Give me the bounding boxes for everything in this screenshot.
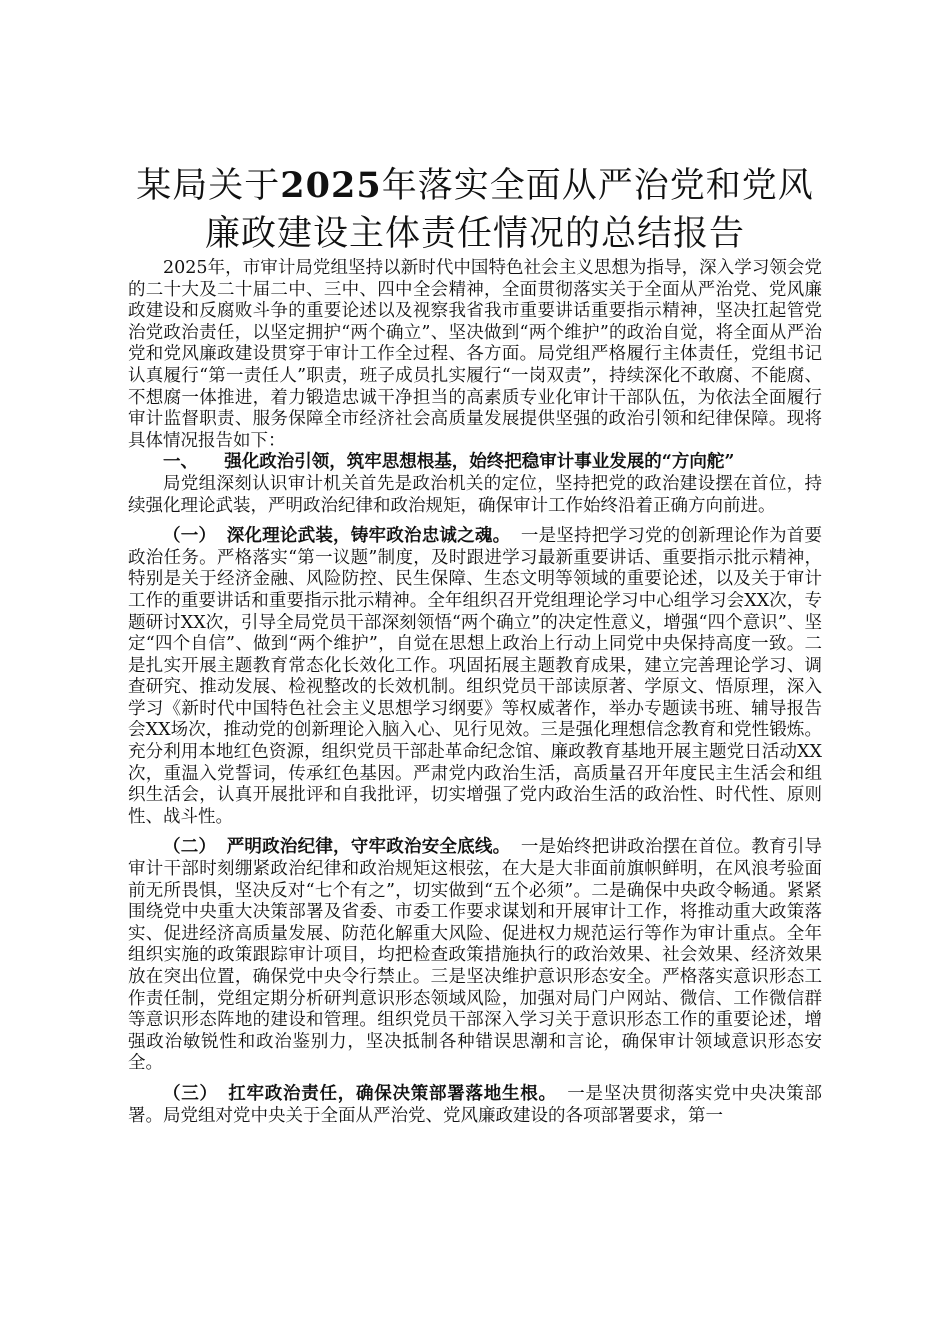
subsection-1-number: （一） (163, 526, 217, 547)
subsection-3-title: 扛牢政治责任，确保决策部署落地生根。 (228, 1083, 557, 1104)
section1-heading (128, 452, 822, 474)
title-part1: 某局关于 (136, 166, 281, 206)
subsection-3 (128, 1084, 822, 1127)
intro-paragraph: 2025年，市审计局党组坚持以新时代中国特色社会主义思想为指导，深入学习领会党的二十大及二十届二中、三中、四中全会精神，全面贯彻落实关于全面从严治党、党风廉政建设和反腐败斗争的重要论述以及视察我省我市重要讲话重要指示精神，坚决扛起管党治党政治责任，以坚定拥护“两个确立”、坚决做到“两个维护”的政治自觉，将全面从严治党和党风廉政建设贯穿于审计工作全过程、各方面。局党组严格履行主体责任，党组书记认真履行“第一责任人”职责，班子成员扎实履行“一岗双责”，持续深化不敢腐、不能腐、不想腐一体推进，着力锻造忠诚干净担当的高素质专业化审计干部队伍，为依法全面履行审计监督职责、服务保障全市经济社会高质量发展提供坚强的政治引领和纪律保障。现将具体情况报告如下： (128, 258, 822, 451)
subsection-1-heading (163, 526, 521, 546)
subsection-2-body: 一是始终把讲政治摆在首位。教育引导审计干部时刻绷紧政治纪律和政治规矩这根弦，在大是大非面前旗帜鲜明，在风浪考验面前无所畏惧，坚决反对“七个有之”，切实做到“五个必须”。二是确保中央政令畅通。紧紧围绕党中央重大决策部署及省委、市委工作要求谋划和开展审计工作，将推动重大政策落实、促进经济高质量发展、防范化解重大风险、促进权力规范运行等作为审计重点。全年组织实施的政策跟踪审计项目，均把检查政策措施执行的政治效果、社会效果、经济效果放在突出位置，确保党中央令行禁止。三是坚决维护意识形态安全。严格落实意识形态工作责任制，党组定期分析研判意识形态领域风险，加强对局门户网站、微信、工作微信群等意识形态阵地的建设和管理。组织党员干部深入学习关于意识形态工作的重要论述，增强政治敏锐性和政治鉴别力，坚决抵制各种错误思潮和言论，确保审计领域意识形态安全。 (128, 837, 822, 1074)
subsection-1 (128, 526, 822, 828)
section1-lead: 局党组深刻认识审计机关首先是政治机关的定位，坚持把党的政治建设摆在首位，持续强化理论武装，严明政治纪律和政治规矩，确保审计工作始终沿着正确方向前进。 (128, 473, 822, 516)
document-page (128, 162, 822, 1127)
subsection-2-heading (163, 837, 521, 857)
subsection-2 (128, 837, 822, 1075)
title-year: 2025 (280, 165, 382, 206)
subsection-3-heading (163, 1084, 567, 1104)
section1-title: 强化政治引领，筑牢思想根基，始终把稳审计事业发展的“方向舵” (224, 452, 735, 473)
document-title (128, 162, 822, 258)
subsection-2-title: 严明政治纪律，守牢政治安全底线。 (226, 837, 511, 858)
subsection-3-number: （三） (163, 1083, 218, 1104)
section1-number: 一、 (163, 452, 198, 473)
subsection-3-body: 一是坚决贯彻落实党中央决策部署。局党组对党中央关于全面从严治党、党风廉政建设的各项部署要求，第一 (128, 1083, 822, 1126)
subsection-2-number: （二） (163, 837, 217, 858)
subsection-1-body: 一是坚持把学习党的创新理论作为首要政治任务。严格落实“第一议题”制度，及时跟进学习最新重要讲话、重要指示批示精神，特别是关于经济金融、风险防控、民生保障、生态文明等领域的重要论述，以及关于审计工作的重要讲话和重要指示批示精神。全年组织召开党组理论学习中心组学习会XX次，专题研讨XX次，引导全局党员干部深刻领悟“两个确立”的决定性意义，增强“四个意识”、坚定“四个自信”、做到“两个维护”，自觉在思想上政治上行动上同党中央保持高度一致。二是扎实开展主题教育常态化长效化工作。巩固拓展主题教育成果，建立完善理论学习、调查研究、推动发展、检视整改的长效机制。组织党员干部读原著、学原文、悟原理，深入学习《新时代中国特色社会主义思想学习纲要》等权威著作，举办专题读书班、辅导报告会XX场次，推动党的创新理论入脑入心、见行见效。三是强化理想信念教育和党性锻炼。充分利用本地红色资源，组织党员干部赴革命纪念馆、廉政教育基地开展主题党日活动XX次，重温入党誓词，传承红色基因。严肃党内政治生活，高质量召开年度民主生活会和组织生活会，认真开展批评和自我批评，切实增强了党内政治生活的政治性、时代性、原则性、战斗性。 (128, 526, 822, 827)
title-part2: 年落实全面从严治党和党风廉政建设主体责任情况的总结报告 (204, 166, 814, 254)
subsection-1-title: 深化理论武装，铸牢政治忠诚之魂。 (226, 526, 511, 547)
